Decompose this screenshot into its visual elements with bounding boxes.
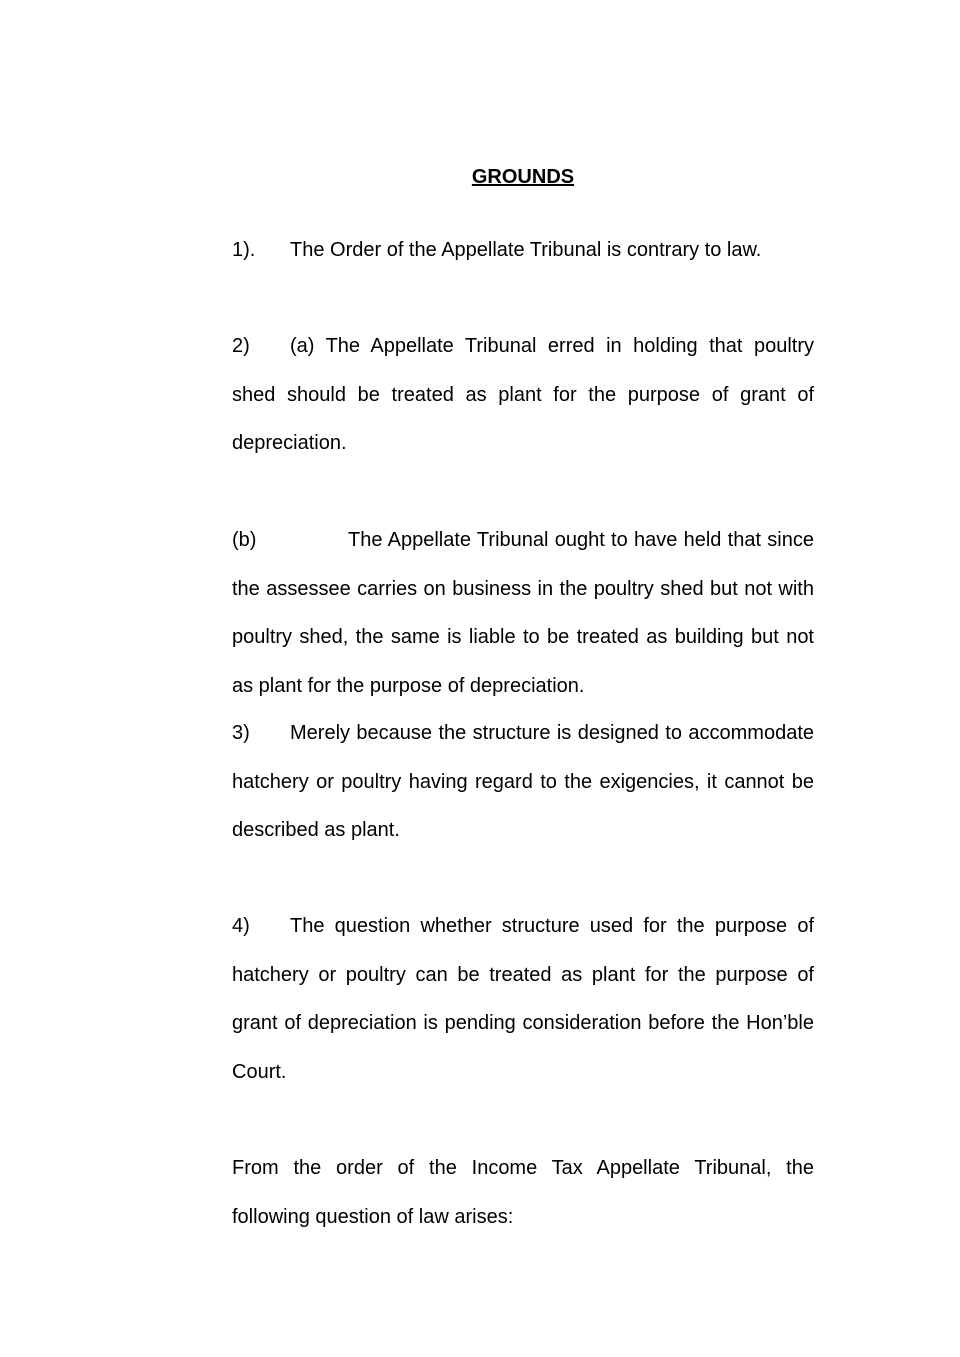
ground-3-number: 3) — [232, 722, 250, 744]
ground-2a — [232, 322, 814, 468]
ground-2a-number: 2) — [232, 335, 250, 357]
ground-2b-number: (b) — [232, 529, 257, 551]
ground-1 — [232, 226, 814, 275]
ground-4 — [232, 902, 814, 1096]
document-heading: GROUNDS — [471, 166, 575, 188]
ground-2b — [232, 516, 814, 710]
ground-4-number: 4) — [232, 915, 250, 937]
ground-3-text: Merely because the structure is designed to accommodate hatchery or poultry having regard to the exigencies, it cannot be described as plant. — [232, 722, 814, 841]
ground-3 — [232, 709, 814, 855]
ground-1-text: The Order of the Appellate Tribunal is contrary to law. — [290, 239, 762, 261]
ground-1-number: 1). — [232, 239, 256, 261]
closing-paragraph: From the order of the Income Tax Appellate Tribunal, the following question of law arises: — [232, 1157, 814, 1228]
ground-4-text: The question whether structure used for the purpose of hatchery or poultry can be treated as plant for the purpose of grant of depreciation is pending consideration before the Hon’ble Court. — [232, 915, 814, 1083]
ground-2a-text: (a) The Appellate Tribunal erred in holding that poultry shed should be treated as plant for the purpose of grant of depreciation. — [232, 335, 814, 454]
ground-2b-text: The Appellate Tribunal ought to have held that since the assessee carries on business in the poultry shed but not with poultry shed, the same is liable to be treated as building but not as plant for the purpose of depreciation. — [232, 529, 814, 697]
